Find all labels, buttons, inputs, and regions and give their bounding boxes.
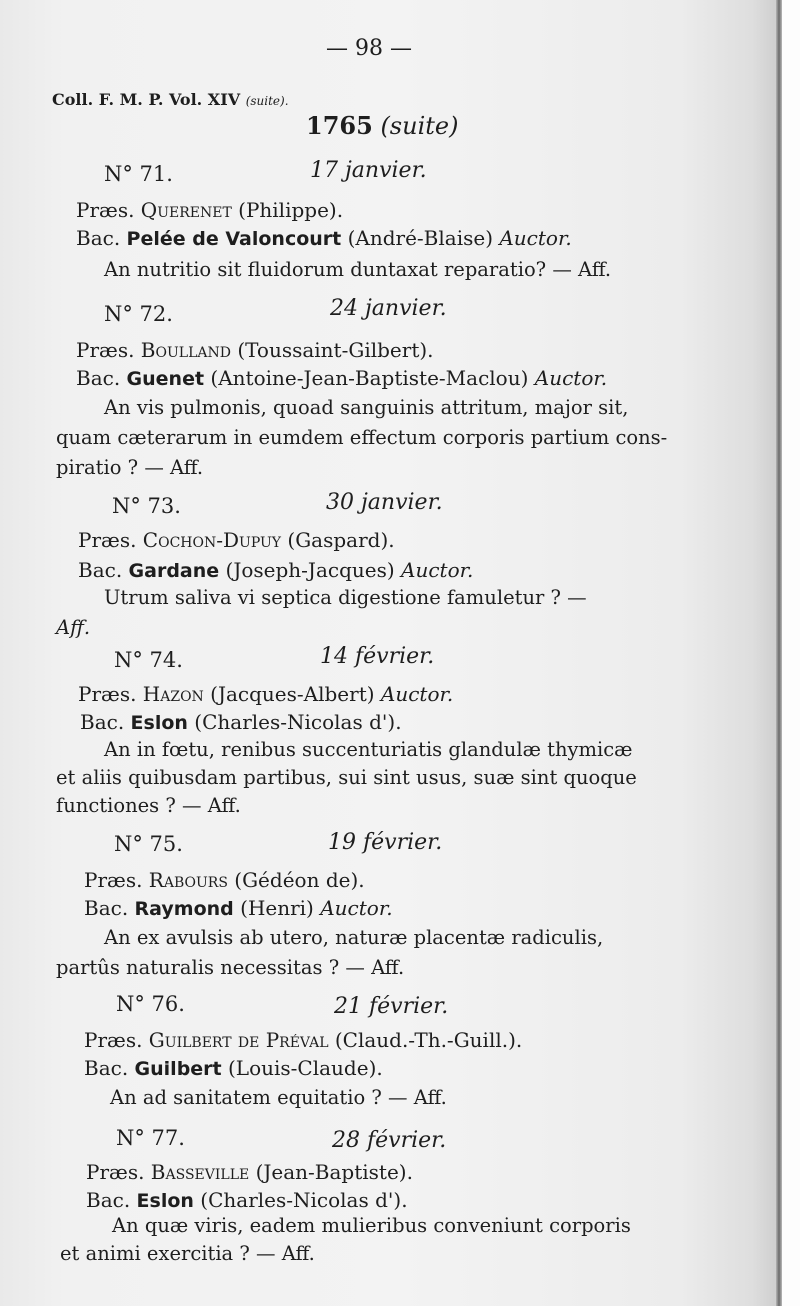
praeses-given: (Toussaint-Gilbert).: [237, 338, 434, 362]
entry-number: N° 75.: [114, 832, 183, 856]
page-margin: [782, 0, 800, 1306]
bachelor-line: [76, 228, 572, 249]
bachelor-given: (Joseph-Jacques): [225, 558, 395, 582]
bachelor-given: (Charles-Nicolas d').: [194, 710, 402, 734]
praeses-label: Præs.: [76, 198, 135, 222]
thesis-line: et aliis quibusdam partibus, sui sint usus, suæ sint quoque: [56, 766, 637, 789]
thesis-line: Utrum saliva vi septica digestione famuletur ? —: [104, 586, 587, 609]
praeses-line: [84, 1030, 522, 1050]
running-head-suite: (suite).: [245, 94, 289, 108]
praeses-name: Hazon: [142, 682, 204, 706]
praeses-name: Cochon-Dupuy: [142, 528, 282, 552]
page-number: — 98 —: [326, 36, 412, 61]
entry-number: N° 72.: [104, 302, 173, 326]
praeses-label: Præs.: [78, 682, 137, 706]
bachelor-given: (Henri): [240, 896, 314, 920]
thesis-line: functiones ? — Aff.: [56, 794, 241, 817]
entry-date: 17 janvier.: [310, 158, 427, 183]
bachelor-label: Bac.: [80, 710, 125, 734]
running-head: [52, 92, 289, 108]
praeses-label: Præs.: [78, 528, 137, 552]
bachelor-name: Raymond: [134, 898, 234, 920]
year-suite: (suite): [380, 112, 459, 140]
thesis-line: et animi exercitia ? — Aff.: [60, 1242, 315, 1265]
entry-date: 28 février.: [332, 1128, 447, 1153]
praeses-given: (Claud.-Th.-Guill.).: [334, 1028, 523, 1052]
bachelor-name: Gardane: [128, 560, 220, 582]
praeses-given: (Philippe).: [238, 198, 344, 222]
bachelor-name: Eslon: [130, 712, 188, 734]
praeses-name: Querenet: [140, 198, 232, 222]
entry-number: N° 77.: [116, 1126, 185, 1150]
bachelor-label: Bac.: [76, 366, 121, 390]
praeses-label: Præs.: [86, 1160, 145, 1184]
entry-date: 14 février.: [320, 644, 435, 669]
bachelor-given: (André-Blaise): [347, 226, 493, 250]
bachelor-line: [84, 1058, 383, 1079]
praeses-line: [86, 1162, 413, 1182]
entry-number: N° 71.: [104, 162, 173, 186]
auctor-mark: Auctor.: [401, 558, 474, 582]
praeses-given: (Jacques-Albert): [210, 682, 375, 706]
thesis-line: partûs naturalis necessitas ? — Aff.: [56, 956, 405, 979]
entry-number: N° 73.: [112, 494, 181, 518]
year-number: 1765: [306, 111, 373, 140]
praeses-line: [78, 684, 453, 704]
praeses-given: (Gaspard).: [287, 528, 395, 552]
praeses-line: [84, 870, 365, 890]
praeses-line: [76, 340, 434, 360]
bachelor-given: (Louis-Claude).: [228, 1056, 383, 1080]
entry-date: 30 janvier.: [326, 490, 443, 515]
entry-date: 19 février.: [328, 830, 443, 855]
bachelor-label: Bac.: [78, 558, 123, 582]
bachelor-line: [86, 1190, 408, 1211]
thesis-line: An nutritio sit fluidorum duntaxat reparatio? — Aff.: [104, 258, 612, 281]
bachelor-name: Pelée de Valoncourt: [126, 228, 342, 250]
year-heading: [306, 111, 459, 140]
bachelor-line: [84, 898, 393, 919]
praeses-line: [76, 200, 343, 220]
praeses-name: Boulland: [140, 338, 231, 362]
thesis-line: An vis pulmonis, quoad sanguinis attritum, major sit,: [104, 396, 629, 419]
auctor-mark: Auctor.: [320, 896, 393, 920]
auctor-mark: Auctor.: [499, 226, 572, 250]
thesis-line: An in fœtu, renibus succenturiatis glandulæ thymicæ: [104, 738, 633, 761]
praeses-label: Præs.: [76, 338, 135, 362]
bachelor-given: (Charles-Nicolas d').: [200, 1188, 408, 1212]
praeses-line: [78, 530, 395, 550]
auctor-mark: Auctor.: [534, 366, 608, 390]
bachelor-label: Bac.: [86, 1188, 131, 1212]
praeses-label: Præs.: [84, 868, 143, 892]
thesis-line: An ex avulsis ab utero, naturæ placentæ radiculis,: [104, 926, 604, 949]
bachelor-label: Bac.: [76, 226, 121, 250]
thesis-line: piratio ? — Aff.: [56, 456, 204, 479]
bachelor-name: Guenet: [126, 368, 205, 390]
entry-date: 21 février.: [334, 994, 449, 1019]
entry-number: N° 74.: [114, 648, 183, 672]
bachelor-name: Eslon: [136, 1190, 194, 1212]
bachelor-name: Guilbert: [134, 1058, 222, 1080]
bachelor-label: Bac.: [84, 1056, 129, 1080]
entry-date: 24 janvier.: [330, 296, 447, 321]
praeses-name: Guilbert de Préval: [148, 1028, 329, 1052]
bachelor-line: [76, 368, 607, 389]
bachelor-given: (Antoine-Jean-Baptiste-Maclou): [210, 366, 529, 390]
bachelor-label: Bac.: [84, 896, 129, 920]
thesis-line: An quæ viris, eadem mulieribus conveniunt corporis: [112, 1214, 631, 1237]
bachelor-line: [78, 560, 473, 581]
praeses-name: Rabours: [148, 868, 228, 892]
bachelor-line: [80, 712, 402, 733]
praeses-given: (Jean-Baptiste).: [255, 1160, 413, 1184]
entry-number: N° 76.: [116, 992, 185, 1016]
praeses-label: Præs.: [84, 1028, 143, 1052]
thesis-line: quam cæterarum in eumdem effectum corporis partium cons-: [56, 426, 668, 449]
thesis-line: Aff.: [56, 616, 91, 639]
praeses-name: Basseville: [150, 1160, 250, 1184]
praeses-given: (Gédéon de).: [234, 868, 365, 892]
thesis-line: An ad sanitatem equitatio ? — Aff.: [110, 1086, 447, 1109]
auctor-mark: Auctor.: [380, 682, 454, 706]
running-head-title: Coll. F. M. P. Vol. XIV: [52, 90, 241, 109]
